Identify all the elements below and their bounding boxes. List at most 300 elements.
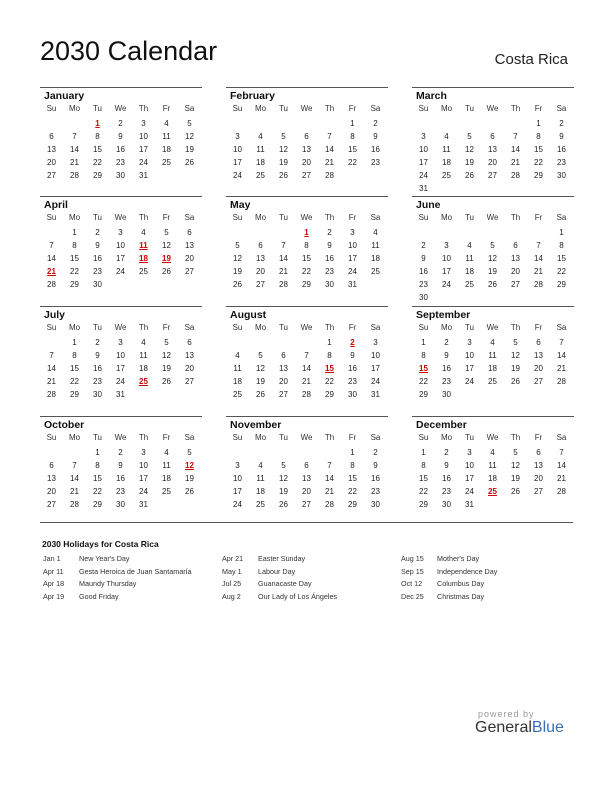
day-cell: 10 xyxy=(348,241,357,250)
weekday-header: Su xyxy=(418,104,429,113)
day-cell: 1 xyxy=(72,228,77,237)
holiday-date: Apr 21 xyxy=(222,554,244,563)
day-cell: 22 xyxy=(302,267,311,276)
day-cell: 29 xyxy=(419,390,428,399)
day-cell: 16 xyxy=(325,254,334,263)
day-cell: 31 xyxy=(465,500,474,509)
day-cell: 23 xyxy=(419,280,428,289)
day-cell: 10 xyxy=(465,461,474,470)
day-cell: 7 xyxy=(304,351,309,360)
day-cell: 19 xyxy=(279,487,288,496)
day-cell: 12 xyxy=(233,254,242,263)
day-cell: 4 xyxy=(373,228,378,237)
month-divider xyxy=(40,416,202,417)
holiday-name: New Year's Day xyxy=(79,554,130,563)
day-cell: 5 xyxy=(164,228,169,237)
day-cell: 28 xyxy=(279,280,288,289)
day-cell: 8 xyxy=(536,132,541,141)
weekday-header: We xyxy=(300,104,313,113)
day-cell: 13 xyxy=(511,254,520,263)
weekday-header: Su xyxy=(46,323,57,332)
holiday-day-cell: 19 xyxy=(162,254,171,263)
day-cell: 25 xyxy=(233,390,242,399)
weekday-header: Su xyxy=(232,213,243,222)
weekday-header: Mo xyxy=(440,213,453,222)
day-cell: 14 xyxy=(302,364,311,373)
weekday-header: Tu xyxy=(92,213,103,222)
day-cell: 21 xyxy=(511,158,520,167)
day-cell: 10 xyxy=(116,241,125,250)
day-cell: 9 xyxy=(118,461,123,470)
weekday-header: We xyxy=(300,433,313,442)
day-cell: 27 xyxy=(534,377,543,386)
day-cell: 6 xyxy=(536,338,541,347)
holiday-date: Apr 18 xyxy=(43,579,65,588)
day-cell: 12 xyxy=(488,254,497,263)
weekday-header: Th xyxy=(510,104,521,113)
day-cell: 11 xyxy=(162,132,171,141)
weekday-header: Mo xyxy=(440,433,453,442)
holiday-date: May 1 xyxy=(222,566,242,576)
day-cell: 24 xyxy=(442,280,451,289)
day-cell: 18 xyxy=(442,158,451,167)
day-cell: 16 xyxy=(116,474,125,483)
weekday-header: Fr xyxy=(534,323,543,332)
weekday-header: Tu xyxy=(464,433,475,442)
day-cell: 9 xyxy=(118,132,123,141)
day-cell: 17 xyxy=(371,364,380,373)
weekday-header: We xyxy=(300,213,313,222)
day-cell: 26 xyxy=(185,487,194,496)
day-cell: 5 xyxy=(467,132,472,141)
day-cell: 9 xyxy=(373,132,378,141)
day-cell: 15 xyxy=(348,474,357,483)
day-cell: 10 xyxy=(419,145,428,154)
holiday-date: Aug 15 xyxy=(401,554,424,563)
day-cell: 20 xyxy=(279,377,288,386)
day-cell: 21 xyxy=(47,377,56,386)
holiday-date: Aug 2 xyxy=(222,591,241,601)
day-cell: 16 xyxy=(557,145,566,154)
day-cell: 5 xyxy=(235,241,240,250)
day-cell: 6 xyxy=(490,132,495,141)
day-cell: 1 xyxy=(536,119,541,128)
day-cell: 24 xyxy=(419,171,428,180)
day-cell: 13 xyxy=(302,145,311,154)
day-cell: 11 xyxy=(488,351,497,360)
day-cell: 28 xyxy=(47,390,56,399)
day-cell: 28 xyxy=(325,500,334,509)
day-cell: 20 xyxy=(534,364,543,373)
day-cell: 6 xyxy=(304,461,309,470)
day-cell: 23 xyxy=(93,267,102,276)
day-cell: 24 xyxy=(139,487,148,496)
day-cell: 27 xyxy=(488,171,497,180)
weekday-header: Th xyxy=(510,213,521,222)
month-name: August xyxy=(230,309,267,321)
day-cell: 8 xyxy=(72,351,77,360)
weekday-header: Th xyxy=(138,213,149,222)
holiday-name: Guanacaste Day xyxy=(258,579,312,588)
day-cell: 23 xyxy=(93,377,102,386)
weekday-header: Th xyxy=(138,433,149,442)
day-cell: 4 xyxy=(467,241,472,250)
day-cell: 29 xyxy=(325,390,334,399)
day-cell: 24 xyxy=(233,171,242,180)
day-cell: 9 xyxy=(373,461,378,470)
day-cell: 1 xyxy=(350,119,355,128)
day-cell: 11 xyxy=(371,241,380,250)
weekday-header: Th xyxy=(138,104,149,113)
day-cell: 11 xyxy=(233,364,242,373)
day-cell: 24 xyxy=(233,500,242,509)
day-cell: 9 xyxy=(421,254,426,263)
day-cell: 19 xyxy=(185,474,194,483)
day-cell: 17 xyxy=(442,267,451,276)
weekday-header: Mo xyxy=(68,433,81,442)
day-cell: 5 xyxy=(490,241,495,250)
weekday-header: Mo xyxy=(440,104,453,113)
day-cell: 25 xyxy=(162,158,171,167)
weekday-header: Fr xyxy=(348,213,357,222)
day-cell: 26 xyxy=(511,377,520,386)
day-cell: 17 xyxy=(465,364,474,373)
day-cell: 10 xyxy=(139,132,148,141)
day-cell: 27 xyxy=(534,487,543,496)
weekday-header: Sa xyxy=(184,323,195,332)
day-cell: 19 xyxy=(233,267,242,276)
weekday-header: Sa xyxy=(370,433,381,442)
day-cell: 12 xyxy=(256,364,265,373)
generalblue-logo xyxy=(475,720,564,736)
holiday-day-cell: 18 xyxy=(139,254,148,263)
day-cell: 7 xyxy=(72,461,77,470)
day-cell: 24 xyxy=(139,158,148,167)
day-cell: 19 xyxy=(279,158,288,167)
day-cell: 30 xyxy=(557,171,566,180)
day-cell: 30 xyxy=(348,390,357,399)
day-cell: 18 xyxy=(139,364,148,373)
day-cell: 12 xyxy=(511,351,520,360)
day-cell: 18 xyxy=(465,267,474,276)
day-cell: 6 xyxy=(304,132,309,141)
month-name: April xyxy=(44,199,68,211)
day-cell: 13 xyxy=(256,254,265,263)
day-cell: 27 xyxy=(279,390,288,399)
day-cell: 31 xyxy=(139,500,148,509)
day-cell: 30 xyxy=(371,500,380,509)
day-cell: 7 xyxy=(72,132,77,141)
day-cell: 9 xyxy=(350,351,355,360)
holiday-name: Christmas Day xyxy=(437,591,485,601)
day-cell: 6 xyxy=(187,228,192,237)
weekday-header: Su xyxy=(232,323,243,332)
weekday-header: Th xyxy=(324,213,335,222)
day-cell: 18 xyxy=(256,158,265,167)
day-cell: 8 xyxy=(95,461,100,470)
day-cell: 16 xyxy=(116,145,125,154)
month-name: December xyxy=(416,419,467,431)
day-cell: 8 xyxy=(95,132,100,141)
weekday-header: Su xyxy=(232,433,243,442)
day-cell: 23 xyxy=(371,158,380,167)
day-cell: 31 xyxy=(139,171,148,180)
day-cell: 22 xyxy=(557,267,566,276)
day-cell: 6 xyxy=(513,241,518,250)
day-cell: 25 xyxy=(139,267,148,276)
weekday-header: Th xyxy=(510,323,521,332)
day-cell: 4 xyxy=(490,338,495,347)
day-cell: 11 xyxy=(256,474,265,483)
day-cell: 19 xyxy=(488,267,497,276)
day-cell: 22 xyxy=(70,377,79,386)
day-cell: 23 xyxy=(557,158,566,167)
day-cell: 25 xyxy=(256,500,265,509)
holiday-name: Maundy Thursday xyxy=(79,579,137,588)
day-cell: 28 xyxy=(47,280,56,289)
day-cell: 13 xyxy=(279,364,288,373)
weekday-header: Sa xyxy=(370,104,381,113)
weekday-header: Su xyxy=(418,323,429,332)
day-cell: 2 xyxy=(327,228,332,237)
month-divider xyxy=(412,306,574,307)
day-cell: 19 xyxy=(256,377,265,386)
day-cell: 12 xyxy=(511,461,520,470)
day-cell: 2 xyxy=(118,119,123,128)
day-cell: 20 xyxy=(302,158,311,167)
month-name: March xyxy=(416,90,447,102)
day-cell: 5 xyxy=(281,461,286,470)
day-cell: 4 xyxy=(164,448,169,457)
weekday-header: Th xyxy=(324,323,335,332)
weekday-header: Su xyxy=(46,433,57,442)
day-cell: 1 xyxy=(559,228,564,237)
weekday-header: Fr xyxy=(162,104,171,113)
weekday-header: We xyxy=(114,323,127,332)
weekday-header: We xyxy=(114,104,127,113)
day-cell: 5 xyxy=(187,448,192,457)
day-cell: 16 xyxy=(93,254,102,263)
weekday-header: Sa xyxy=(556,104,567,113)
day-cell: 19 xyxy=(185,145,194,154)
day-cell: 27 xyxy=(185,377,194,386)
weekday-header: Mo xyxy=(254,104,267,113)
weekday-header: Mo xyxy=(254,323,267,332)
day-cell: 3 xyxy=(421,132,426,141)
day-cell: 16 xyxy=(371,474,380,483)
day-cell: 29 xyxy=(348,500,357,509)
day-cell: 28 xyxy=(534,280,543,289)
day-cell: 22 xyxy=(534,158,543,167)
day-cell: 29 xyxy=(70,280,79,289)
day-cell: 21 xyxy=(325,487,334,496)
day-cell: 29 xyxy=(70,390,79,399)
holiday-day-cell: 25 xyxy=(488,487,497,496)
day-cell: 30 xyxy=(442,500,451,509)
day-cell: 9 xyxy=(444,351,449,360)
day-cell: 11 xyxy=(139,351,148,360)
day-cell: 27 xyxy=(47,171,56,180)
month-divider xyxy=(226,416,388,417)
day-cell: 5 xyxy=(258,351,263,360)
day-cell: 28 xyxy=(511,171,520,180)
day-cell: 6 xyxy=(49,132,54,141)
day-cell: 10 xyxy=(371,351,380,360)
day-cell: 20 xyxy=(302,487,311,496)
day-cell: 22 xyxy=(419,377,428,386)
weekday-header: Su xyxy=(232,104,243,113)
day-cell: 26 xyxy=(488,280,497,289)
month-divider xyxy=(412,87,574,88)
holiday-date: Sep 15 xyxy=(401,566,424,576)
day-cell: 2 xyxy=(444,448,449,457)
day-cell: 17 xyxy=(465,474,474,483)
weekday-header: Sa xyxy=(370,213,381,222)
day-cell: 8 xyxy=(421,351,426,360)
day-cell: 19 xyxy=(511,474,520,483)
day-cell: 25 xyxy=(465,280,474,289)
day-cell: 14 xyxy=(47,364,56,373)
day-cell: 26 xyxy=(233,280,242,289)
day-cell: 17 xyxy=(139,474,148,483)
day-cell: 12 xyxy=(279,474,288,483)
day-cell: 11 xyxy=(488,461,497,470)
day-cell: 24 xyxy=(116,377,125,386)
day-cell: 5 xyxy=(513,448,518,457)
weekday-header: Fr xyxy=(534,433,543,442)
day-cell: 18 xyxy=(488,364,497,373)
day-cell: 24 xyxy=(465,377,474,386)
day-cell: 8 xyxy=(327,351,332,360)
brand-part2: Blue xyxy=(531,719,564,736)
day-cell: 9 xyxy=(444,461,449,470)
day-cell: 21 xyxy=(70,487,79,496)
weekday-header: Fr xyxy=(348,433,357,442)
day-cell: 16 xyxy=(419,267,428,276)
day-cell: 23 xyxy=(348,377,357,386)
weekday-header: Fr xyxy=(534,104,543,113)
day-cell: 12 xyxy=(185,132,194,141)
day-cell: 2 xyxy=(373,448,378,457)
day-cell: 14 xyxy=(70,145,79,154)
day-cell: 14 xyxy=(325,145,334,154)
day-cell: 16 xyxy=(371,145,380,154)
day-cell: 7 xyxy=(559,338,564,347)
weekday-header: Sa xyxy=(556,433,567,442)
day-cell: 30 xyxy=(442,390,451,399)
day-cell: 15 xyxy=(70,364,79,373)
weekday-header: Mo xyxy=(68,323,81,332)
day-cell: 11 xyxy=(162,461,171,470)
day-cell: 3 xyxy=(235,461,240,470)
day-cell: 22 xyxy=(348,487,357,496)
day-cell: 27 xyxy=(185,267,194,276)
day-cell: 14 xyxy=(325,474,334,483)
weekday-header: Fr xyxy=(534,213,543,222)
day-cell: 3 xyxy=(141,119,146,128)
day-cell: 8 xyxy=(350,461,355,470)
weekday-header: Tu xyxy=(464,323,475,332)
holiday-date: Jul 25 xyxy=(222,579,242,588)
holiday-day-cell: 21 xyxy=(47,267,56,276)
day-cell: 15 xyxy=(419,474,428,483)
day-cell: 26 xyxy=(511,487,520,496)
holiday-name: Good Friday xyxy=(79,591,119,601)
day-cell: 13 xyxy=(47,145,56,154)
day-cell: 8 xyxy=(304,241,309,250)
weekday-header: We xyxy=(114,213,127,222)
weekday-header: Sa xyxy=(370,323,381,332)
day-cell: 14 xyxy=(70,474,79,483)
day-cell: 10 xyxy=(442,254,451,263)
day-cell: 17 xyxy=(233,158,242,167)
day-cell: 28 xyxy=(70,171,79,180)
day-cell: 3 xyxy=(467,338,472,347)
holiday-date: Apr 11 xyxy=(43,566,64,576)
day-cell: 15 xyxy=(70,254,79,263)
day-cell: 24 xyxy=(348,267,357,276)
powered-by-text: powered by xyxy=(478,709,535,719)
day-cell: 6 xyxy=(258,241,263,250)
day-cell: 4 xyxy=(258,132,263,141)
day-cell: 21 xyxy=(557,474,566,483)
day-cell: 30 xyxy=(419,293,428,302)
weekday-header: Mo xyxy=(68,104,81,113)
month-name: November xyxy=(230,419,282,431)
weekday-header: Sa xyxy=(556,323,567,332)
holiday-name: Gesta Heroica de Juan Santamaría xyxy=(79,566,192,576)
day-cell: 27 xyxy=(302,171,311,180)
weekday-header: Tu xyxy=(278,104,289,113)
weekday-header: We xyxy=(114,433,127,442)
day-cell: 4 xyxy=(258,461,263,470)
day-cell: 24 xyxy=(371,377,380,386)
day-cell: 8 xyxy=(72,241,77,250)
weekday-header: Mo xyxy=(254,433,267,442)
day-cell: 30 xyxy=(116,171,125,180)
day-cell: 3 xyxy=(467,448,472,457)
weekday-header: Fr xyxy=(162,433,171,442)
day-cell: 16 xyxy=(348,364,357,373)
day-cell: 20 xyxy=(47,487,56,496)
day-cell: 30 xyxy=(116,500,125,509)
day-cell: 10 xyxy=(233,145,242,154)
month-divider xyxy=(412,196,574,197)
day-cell: 17 xyxy=(419,158,428,167)
day-cell: 14 xyxy=(557,461,566,470)
day-cell: 7 xyxy=(513,132,518,141)
day-cell: 31 xyxy=(348,280,357,289)
day-cell: 1 xyxy=(421,338,426,347)
day-cell: 9 xyxy=(95,351,100,360)
holidays-title: 2030 Holidays for Costa Rica xyxy=(42,539,159,549)
day-cell: 22 xyxy=(348,158,357,167)
weekday-header: Su xyxy=(46,104,57,113)
day-cell: 7 xyxy=(327,132,332,141)
holiday-name: Our Lady of Los Ángeles xyxy=(258,591,338,601)
day-cell: 22 xyxy=(419,487,428,496)
day-cell: 3 xyxy=(118,228,123,237)
day-cell: 2 xyxy=(95,338,100,347)
day-cell: 3 xyxy=(350,228,355,237)
day-cell: 17 xyxy=(233,487,242,496)
day-cell: 4 xyxy=(490,448,495,457)
month-name: July xyxy=(44,309,66,321)
weekday-header: Tu xyxy=(464,213,475,222)
month-name: October xyxy=(44,419,85,431)
day-cell: 27 xyxy=(47,500,56,509)
day-cell: 23 xyxy=(116,487,125,496)
